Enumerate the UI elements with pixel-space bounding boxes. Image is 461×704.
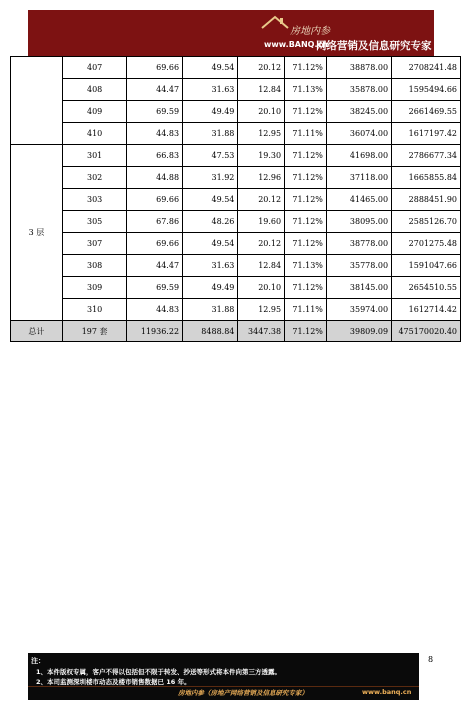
price-cell: 36074.00	[326, 123, 391, 145]
area-cell: 67.86	[127, 211, 183, 233]
area-cell: 66.83	[127, 145, 183, 167]
footer-divider	[28, 686, 419, 687]
price-cell: 35778.00	[326, 255, 391, 277]
area-cell: 44.47	[127, 79, 183, 101]
house-logo-icon	[260, 14, 290, 40]
area-cell: 19.60	[238, 211, 285, 233]
copyright-note: 1、本件版权专属，客户不得以包括但不限于转发、抄送等形式将本件向第三方透露。	[36, 668, 282, 676]
report-header	[28, 10, 434, 56]
total-cell: 2654510.55	[392, 277, 461, 299]
brand-slogan: 网络营销及信息研究专家	[316, 40, 432, 52]
note-label: 注：	[31, 657, 45, 665]
unit-cell: 303	[62, 189, 127, 211]
total-cell: 1617197.42	[392, 123, 461, 145]
unit-cell: 407	[62, 57, 127, 79]
total-cell: 2585126.70	[392, 211, 461, 233]
total-units: 197 套	[62, 321, 127, 342]
price-cell: 35878.00	[326, 79, 391, 101]
ratio-cell: 71.12%	[285, 277, 327, 299]
total-row	[11, 321, 461, 342]
ratio-cell: 71.12%	[285, 57, 327, 79]
unit-cell: 409	[62, 101, 127, 123]
table-row	[11, 123, 461, 145]
table-row	[11, 277, 461, 299]
table-row	[11, 79, 461, 101]
ratio-cell: 71.12%	[285, 167, 327, 189]
page-number: 8	[428, 655, 434, 664]
ratio-cell: 71.13%	[285, 79, 327, 101]
unit-cell: 310	[62, 299, 127, 321]
total-area-cell: 8488.84	[183, 321, 238, 342]
unit-cell: 302	[62, 167, 127, 189]
area-cell: 20.12	[238, 233, 285, 255]
total-price-cell: 39809.09	[326, 321, 391, 342]
area-cell: 31.63	[183, 255, 238, 277]
area-cell: 20.10	[238, 101, 285, 123]
area-cell: 20.10	[238, 277, 285, 299]
area-cell: 69.66	[127, 233, 183, 255]
report-footer	[28, 653, 419, 700]
brand-url: www.BANQ.cn	[264, 40, 328, 49]
area-cell: 20.12	[238, 189, 285, 211]
total-cell: 2786677.34	[392, 145, 461, 167]
area-cell: 12.96	[238, 167, 285, 189]
floor-cell	[11, 57, 63, 145]
table-row	[11, 233, 461, 255]
area-cell: 12.95	[238, 299, 285, 321]
total-cell: 1665855.84	[392, 167, 461, 189]
total-amount-cell: 475170020.40	[392, 321, 461, 342]
area-cell: 19.30	[238, 145, 285, 167]
ratio-cell: 71.11%	[285, 123, 327, 145]
price-cell: 41698.00	[326, 145, 391, 167]
area-cell: 69.59	[127, 277, 183, 299]
price-cell: 38145.00	[326, 277, 391, 299]
area-cell: 44.47	[127, 255, 183, 277]
table-row	[11, 101, 461, 123]
area-cell: 12.84	[238, 255, 285, 277]
ratio-cell: 71.11%	[285, 299, 327, 321]
total-cell: 2661469.55	[392, 101, 461, 123]
area-cell: 44.83	[127, 123, 183, 145]
area-cell: 44.88	[127, 167, 183, 189]
unit-cell: 308	[62, 255, 127, 277]
ratio-cell: 71.12%	[285, 145, 327, 167]
price-cell: 41465.00	[326, 189, 391, 211]
area-cell: 44.83	[127, 299, 183, 321]
total-ratio-cell: 71.12%	[285, 321, 327, 342]
total-cell: 1612714.42	[392, 299, 461, 321]
area-cell: 31.88	[183, 299, 238, 321]
area-cell: 12.84	[238, 79, 285, 101]
table-row	[11, 189, 461, 211]
ratio-cell: 71.12%	[285, 101, 327, 123]
area-cell: 69.66	[127, 189, 183, 211]
area-cell: 31.92	[183, 167, 238, 189]
total-cell: 2708241.48	[392, 57, 461, 79]
ratio-cell: 71.12%	[285, 233, 327, 255]
area-cell: 69.59	[127, 101, 183, 123]
table-row	[11, 299, 461, 321]
unit-cell: 307	[62, 233, 127, 255]
ratio-cell: 71.13%	[285, 255, 327, 277]
total-label: 总计	[11, 321, 63, 342]
area-cell: 49.49	[183, 101, 238, 123]
area-cell: 47.53	[183, 145, 238, 167]
floor-cell: 3 层	[11, 145, 63, 321]
footer-url: www.banq.cn	[362, 688, 412, 696]
table-row	[11, 211, 461, 233]
area-cell: 69.66	[127, 57, 183, 79]
footer-tagline: 房地内参（房地产网络营销及信息研究专家）	[178, 689, 308, 697]
total-area-cell: 3447.38	[238, 321, 285, 342]
table-row	[11, 167, 461, 189]
area-cell: 31.63	[183, 79, 238, 101]
price-cell: 38245.00	[326, 101, 391, 123]
ratio-cell: 71.12%	[285, 189, 327, 211]
brand-name: 房地内参	[290, 26, 330, 37]
table-row	[11, 57, 461, 79]
monitoring-note: 2、本司监测深圳楼市动态及楼市销售数据已 16 年。	[36, 678, 191, 686]
unit-cell: 410	[62, 123, 127, 145]
area-cell: 49.49	[183, 277, 238, 299]
unit-cell: 305	[62, 211, 127, 233]
price-cell: 38778.00	[326, 233, 391, 255]
total-cell: 1591047.66	[392, 255, 461, 277]
unit-cell: 301	[62, 145, 127, 167]
price-cell: 38878.00	[326, 57, 391, 79]
unit-cell: 408	[62, 79, 127, 101]
total-cell: 2888451.90	[392, 189, 461, 211]
price-cell: 38095.00	[326, 211, 391, 233]
sales-table	[10, 56, 461, 342]
area-cell: 20.12	[238, 57, 285, 79]
total-cell: 1595494.66	[392, 79, 461, 101]
area-cell: 12.95	[238, 123, 285, 145]
area-cell: 49.54	[183, 57, 238, 79]
area-cell: 49.54	[183, 233, 238, 255]
ratio-cell: 71.12%	[285, 211, 327, 233]
brand-logo	[260, 14, 430, 54]
total-cell: 2701275.48	[392, 233, 461, 255]
price-cell: 35974.00	[326, 299, 391, 321]
total-area-cell: 11936.22	[127, 321, 183, 342]
table-row	[11, 255, 461, 277]
area-cell: 49.54	[183, 189, 238, 211]
area-cell: 48.26	[183, 211, 238, 233]
price-cell: 37118.00	[326, 167, 391, 189]
table-row	[11, 145, 461, 167]
unit-cell: 309	[62, 277, 127, 299]
area-cell: 31.88	[183, 123, 238, 145]
